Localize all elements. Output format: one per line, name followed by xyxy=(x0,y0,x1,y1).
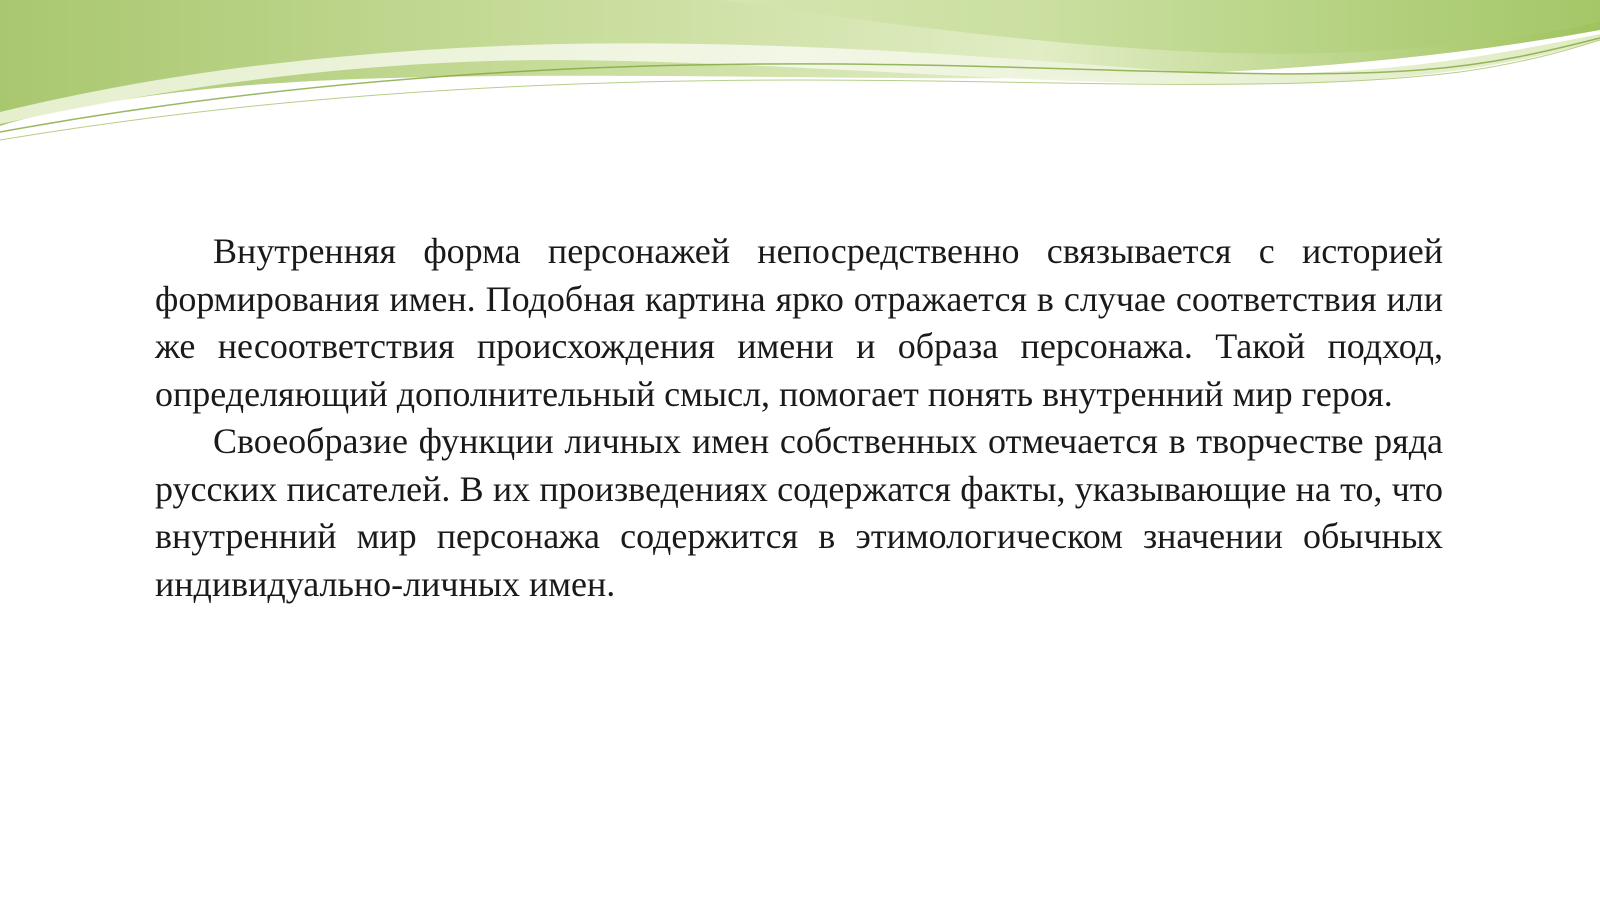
body-text-block xyxy=(155,228,1443,608)
paragraph-1: Внутренняя форма персонажей непосредственно связывается с историей формирования имен. Подобная картина ярко отражается в случае соответствия или же несоответствия происхождения имени и образа персонажа. Такой подход, определяющий дополнительный смысл, помогает понять внутренний мир героя. xyxy=(155,231,1443,414)
paragraph-2: Своеобразие функции личных имен собственных отмечается в творчестве ряда русских писателей. В их произведениях содержатся факты, указывающие на то, что внутренний мир персонажа содержится в этимологическом значении обычных индивидуально-личных имен. xyxy=(155,421,1443,604)
decorative-green-wave-header xyxy=(0,0,1600,160)
